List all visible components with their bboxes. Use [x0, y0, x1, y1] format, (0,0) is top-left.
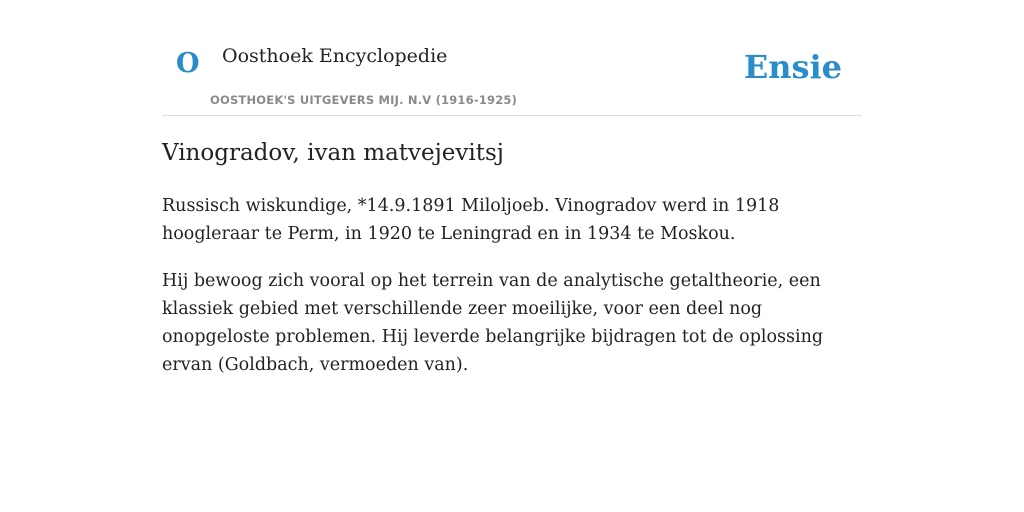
article-page — [162, 0, 862, 375]
article-paragraph: Russisch wiskundige, *14.9.1891 Miloljoeb. Vinogradov werd in 1918 hoogleraar te Perm, in 1920 te Leningrad en in 1934 te Moskou. — [162, 196, 780, 244]
publisher-label: OOSTHOEK'S UITGEVERS MIJ. N.V (1916-1925) — [210, 93, 518, 107]
source-header — [162, 0, 862, 116]
article-headword: Vinogradov, ivan matvejevitsj — [162, 140, 504, 166]
source-logo[interactable]: O — [176, 48, 200, 79]
source-title-link[interactable]: Oosthoek Encyclopedie — [222, 45, 448, 67]
article-body — [162, 192, 862, 398]
article-paragraph: Hij bewoog zich vooral op het terrein van de analytische getaltheorie, een klassiek gebied met verschillende zeer moeilijke, voor een deel nog onopgeloste problemen. Hij leverde belangrijke bijdragen tot de oplossing ervan (Goldbach, vermoeden van). — [162, 271, 824, 375]
ensie-brand-logo[interactable]: Ensie — [743, 48, 842, 86]
